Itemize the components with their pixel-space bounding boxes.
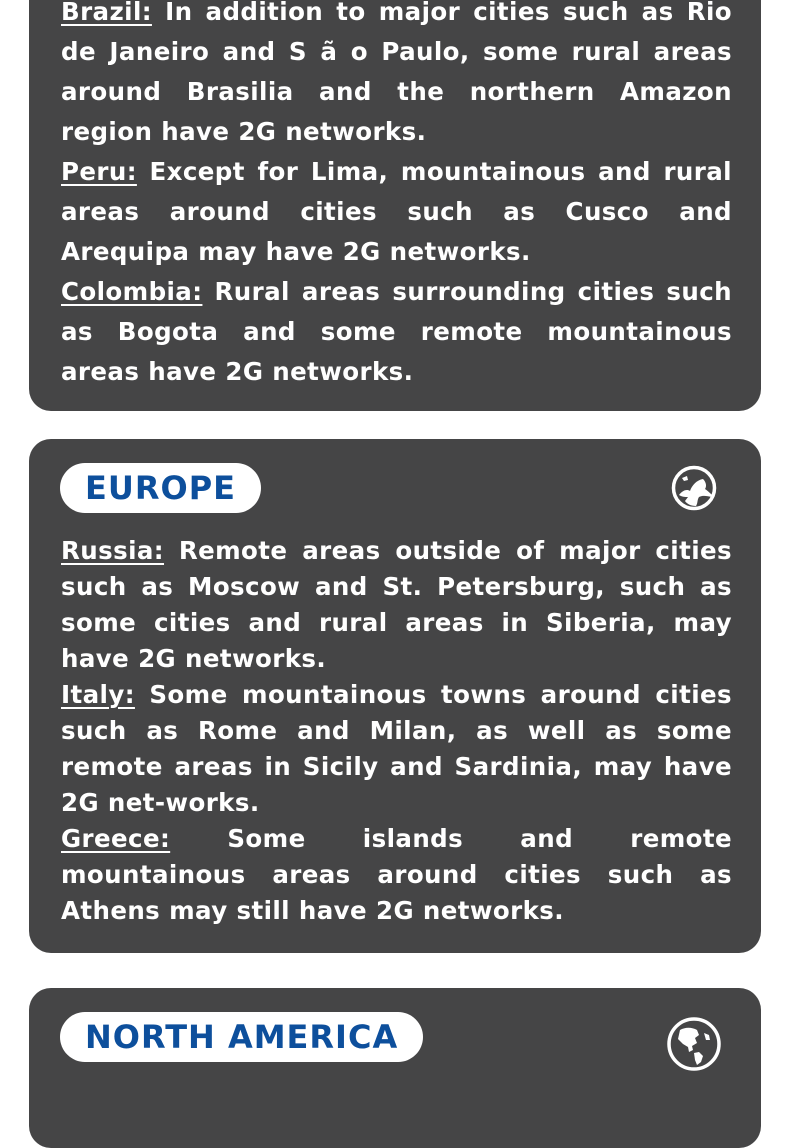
- country-entry: [61, 677, 732, 821]
- country-description: Except for Lima, mountainous and rural areas around cities such as Cusco and Arequipa may have 2G networks.: [61, 157, 732, 266]
- country-entry: [61, 0, 732, 152]
- country-description: Remote areas outside of major cities such as Moscow and St. Petersburg, such as some cities and rural areas in Siberia, may have 2G networks.: [61, 536, 732, 673]
- country-name: Greece:: [61, 824, 171, 853]
- country-entry: [61, 152, 732, 272]
- country-entry: [61, 533, 732, 677]
- globe-europe-icon: [670, 464, 718, 512]
- country-entry: [61, 272, 732, 392]
- country-name: Peru:: [61, 157, 137, 186]
- section-title: EUROPE: [60, 463, 261, 513]
- country-name: Brazil:: [61, 0, 152, 26]
- country-entry: [61, 821, 732, 929]
- section-body: [61, 533, 732, 929]
- country-name: Russia:: [61, 536, 165, 565]
- section-title: NORTH AMERICA: [60, 1012, 423, 1062]
- country-description: In addition to major cities such as Rio de Janeiro and S ã o Paulo, some rural areas around Brasilia and the northern Amazon region have 2G networks.: [61, 0, 732, 146]
- europe-card: [29, 439, 761, 953]
- north-america-card: [29, 988, 761, 1148]
- country-name: Italy:: [61, 680, 135, 709]
- globe-americas-icon: [666, 1016, 722, 1072]
- country-description: Some islands and remote mountainous areas around cities such as Athens may still have 2G networks.: [61, 824, 732, 925]
- country-description: Rural areas surrounding cities such as Bogota and some remote mountainous areas have 2G networks.: [61, 277, 732, 386]
- country-name: Colombia:: [61, 277, 203, 306]
- country-description: Some mountainous towns around cities such as Rome and Milan, as well as some remote areas in Sicily and Sardinia, may have 2G net-works.: [61, 680, 732, 817]
- section-body: [61, 0, 732, 392]
- south-america-card: [29, 0, 761, 411]
